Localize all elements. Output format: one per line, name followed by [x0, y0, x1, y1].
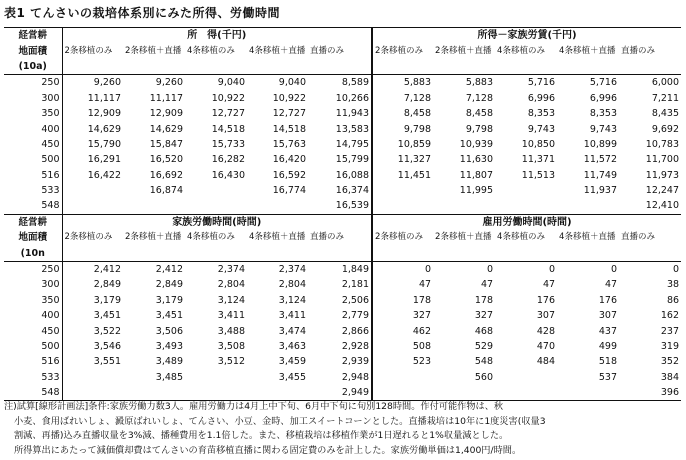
- value-cell: [495, 183, 557, 198]
- area-cell: 548: [4, 385, 62, 401]
- value-cell: 47: [542, 279, 556, 291]
- value-cell: 176: [598, 294, 618, 306]
- value-cell: 16,430: [211, 169, 245, 181]
- value-cell: 319: [660, 341, 680, 352]
- group-header-income: 所 得(千円): [62, 28, 372, 44]
- value-cell: 5,716: [557, 75, 619, 91]
- value-cell: 14,795: [335, 138, 370, 150]
- value-cell: 2,779: [341, 310, 370, 322]
- table-row: [4, 152, 681, 167]
- value-cell: 12,247: [645, 185, 680, 197]
- top-header-row-1: [4, 28, 681, 44]
- area-cell: 533: [41, 371, 60, 383]
- value-cell: [185, 385, 247, 401]
- col-header: 4条移植＋直播: [559, 232, 616, 243]
- col-header: 4条移植のみ: [497, 232, 545, 243]
- value-cell: [185, 183, 247, 198]
- value-cell: 11,995: [459, 185, 494, 197]
- value-cell: 8,353: [527, 108, 556, 120]
- value-cell: 2,866: [341, 325, 370, 337]
- value-cell: 5,883: [433, 75, 495, 91]
- value-cell: 3,179: [62, 293, 123, 308]
- value-cell: [62, 385, 123, 401]
- value-cell: 3,451: [62, 308, 123, 323]
- table-row: [4, 323, 681, 338]
- value-cell: 2,928: [341, 341, 370, 352]
- value-cell: 428: [536, 325, 556, 337]
- value-cell: 8,458: [465, 108, 494, 120]
- value-cell: 10,859: [372, 137, 433, 152]
- value-cell: 10,939: [459, 138, 494, 150]
- value-cell: 9,040: [247, 75, 308, 91]
- value-cell: [372, 385, 433, 401]
- value-cell: 2,804: [217, 279, 245, 291]
- area-cell: 400: [41, 310, 60, 322]
- value-cell: 537: [598, 371, 618, 383]
- col-header: 2条移植のみ: [62, 230, 123, 245]
- value-cell: 11,973: [645, 169, 680, 181]
- col-header: 直播のみ: [310, 45, 345, 56]
- row-label: (10a): [18, 60, 47, 72]
- value-cell: 0: [372, 261, 433, 277]
- value-cell: 16,774: [272, 185, 306, 197]
- table-row: [4, 121, 681, 136]
- value-cell: [62, 183, 123, 198]
- table-row: [4, 91, 681, 106]
- row-label: 経営耕: [4, 28, 62, 44]
- value-cell: 8,458: [372, 106, 433, 121]
- value-cell: 9,040: [185, 75, 247, 91]
- value-cell: 3,124: [278, 294, 306, 306]
- value-cell: 14,629: [149, 123, 183, 135]
- value-cell: 0: [433, 261, 495, 277]
- value-cell: 16,374: [335, 185, 370, 197]
- value-cell: 8,353: [589, 108, 618, 120]
- table-row: [4, 308, 681, 323]
- value-cell: 14,518: [211, 123, 245, 135]
- value-cell: [433, 385, 495, 401]
- table-row: [4, 277, 681, 292]
- value-cell: 3,512: [217, 356, 245, 368]
- area-cell: 450: [41, 138, 60, 150]
- row-label: 地面積: [18, 45, 47, 57]
- value-cell: 3,474: [278, 325, 306, 337]
- value-cell: 3,411: [217, 310, 245, 322]
- value-cell: [123, 198, 185, 214]
- value-cell: 3,124: [217, 294, 245, 306]
- table-row: [4, 293, 681, 308]
- value-cell: 3,508: [217, 341, 245, 352]
- value-cell: 437: [598, 325, 618, 337]
- value-cell: 499: [598, 341, 618, 352]
- bottom-header-row-3: [4, 245, 681, 261]
- value-cell: 237: [660, 325, 680, 337]
- col-header: 2条移植のみ: [62, 43, 123, 58]
- value-cell: 47: [604, 279, 618, 291]
- value-cell: 5,883: [372, 75, 433, 91]
- value-cell: 12,410: [645, 200, 680, 212]
- area-cell: 516: [41, 356, 60, 368]
- value-cell: 7,128: [465, 92, 494, 104]
- value-cell: 3,179: [155, 294, 183, 306]
- col-header: 4条移植＋直播: [559, 45, 616, 56]
- value-cell: 2,374: [185, 261, 247, 277]
- value-cell: 307: [598, 310, 618, 322]
- value-cell: 396: [619, 385, 681, 401]
- value-cell: 14,518: [272, 123, 306, 135]
- value-cell: 548: [474, 356, 494, 368]
- value-cell: 3,463: [278, 341, 306, 352]
- value-cell: 11,451: [372, 168, 433, 183]
- value-cell: [185, 198, 247, 214]
- value-cell: 178: [372, 293, 433, 308]
- value-cell: 11,937: [583, 185, 618, 197]
- value-cell: 16,422: [62, 168, 123, 183]
- row-label: 地面積: [18, 232, 47, 244]
- area-cell: 548: [41, 200, 60, 212]
- area-cell: 450: [41, 325, 60, 337]
- value-cell: 470: [536, 341, 556, 352]
- value-cell: 11,807: [459, 169, 494, 181]
- row-label: 経営耕: [4, 214, 62, 230]
- table-row: [4, 261, 681, 277]
- area-cell: 516: [41, 169, 60, 181]
- top-body: [4, 75, 681, 215]
- value-cell: 16,282: [211, 154, 245, 166]
- value-cell: 3,411: [278, 310, 306, 322]
- footnote-line: 割減、再播)込み直播収量を3%減、播種費用を1.1倍した。また、移植栽培は移植作業が1日遅れると1%収量減とした。: [14, 430, 509, 441]
- value-cell: 10,266: [335, 92, 370, 104]
- value-cell: 2,506: [341, 294, 370, 306]
- value-cell: 3,459: [278, 356, 306, 368]
- value-cell: 2,412: [62, 261, 123, 277]
- value-cell: 384: [660, 371, 680, 383]
- value-cell: 162: [660, 310, 680, 322]
- value-cell: 10,922: [211, 92, 245, 104]
- value-cell: 11,117: [62, 91, 123, 106]
- value-cell: 518: [598, 356, 618, 368]
- value-cell: 12,909: [149, 108, 183, 120]
- value-cell: 1,849: [308, 261, 372, 277]
- value-cell: 560: [474, 371, 494, 383]
- value-cell: 9,743: [527, 123, 556, 135]
- value-cell: 2,939: [341, 356, 370, 368]
- value-cell: 7,128: [372, 91, 433, 106]
- value-cell: 3,451: [155, 310, 183, 322]
- group-header-hired-labor: 雇用労働時間(時間): [372, 214, 681, 230]
- value-cell: 13,583: [335, 123, 370, 135]
- col-header: 4条移植のみ: [187, 45, 235, 56]
- row-label: (10n: [20, 247, 45, 259]
- top-header-row-2: [4, 43, 681, 58]
- area-cell: 250: [4, 75, 62, 91]
- value-cell: 15,799: [335, 154, 370, 166]
- col-header: 4条移植＋直播: [249, 45, 306, 56]
- value-cell: 10,922: [272, 92, 306, 104]
- bottom-header-row-2: [4, 230, 681, 245]
- value-cell: 11,371: [521, 154, 556, 166]
- footnote-line: 注)試算[線形計画法]条件:家族労働力数3人。雇用労働力は4月上中下旬、6月中下旬に旬別128時間。作付可能作物は、秋: [4, 401, 504, 412]
- value-cell: [433, 198, 495, 214]
- footnote-line: 所得算出にあたって減価償却費はてんさいの育苗移植直播に関わる固定費のみを計上した。家族労働単価は1,400円/時間。: [14, 444, 522, 456]
- table-row: [4, 168, 681, 183]
- value-cell: 12,727: [272, 108, 306, 120]
- value-cell: 2,181: [341, 279, 370, 291]
- value-cell: [557, 198, 619, 214]
- value-cell: 0: [619, 261, 681, 277]
- value-cell: [372, 370, 433, 385]
- value-cell: 3,489: [155, 356, 183, 368]
- value-cell: 0: [557, 261, 619, 277]
- table-row: [4, 354, 681, 369]
- value-cell: 15,733: [211, 138, 245, 150]
- value-cell: 327: [372, 308, 433, 323]
- value-cell: 2,374: [247, 261, 308, 277]
- value-cell: 14,629: [62, 121, 123, 136]
- col-header: 4条移植のみ: [497, 45, 545, 56]
- bottom-body: [4, 261, 681, 401]
- value-cell: 15,847: [149, 138, 183, 150]
- value-cell: [495, 385, 557, 401]
- value-cell: 6,996: [527, 92, 556, 104]
- value-cell: 3,551: [62, 354, 123, 369]
- table-title: 表1 てんさいの栽培体系別にみた所得、労働時間: [4, 6, 281, 20]
- value-cell: 16,874: [149, 185, 183, 197]
- value-cell: 6,000: [619, 75, 681, 91]
- value-cell: 508: [372, 339, 433, 354]
- value-cell: 8,435: [651, 108, 680, 120]
- table-row: [4, 75, 681, 91]
- value-cell: 11,749: [583, 169, 618, 181]
- value-cell: 11,117: [149, 92, 183, 104]
- area-cell: 350: [41, 294, 60, 306]
- value-cell: 327: [474, 310, 494, 322]
- area-cell: 300: [41, 92, 60, 104]
- value-cell: 9,743: [589, 123, 618, 135]
- value-cell: [123, 385, 185, 401]
- value-cell: 3,506: [155, 325, 183, 337]
- value-cell: 9,798: [465, 123, 494, 135]
- value-cell: [372, 198, 433, 214]
- col-header: 2条移植＋直播: [125, 45, 182, 56]
- value-cell: 2,948: [341, 371, 370, 383]
- group-header-family-labor: 家族労働時間(時間): [62, 214, 372, 230]
- value-cell: 7,211: [651, 92, 680, 104]
- value-cell: 529: [474, 341, 494, 352]
- bottom-header-row-1: [4, 214, 681, 230]
- table-row: [4, 385, 681, 401]
- value-cell: 178: [474, 294, 494, 306]
- value-cell: 9,260: [62, 75, 123, 91]
- value-cell: 5,716: [495, 75, 557, 91]
- col-header: 直播のみ: [310, 232, 345, 243]
- footnotes: [4, 400, 682, 458]
- value-cell: 16,539: [335, 200, 370, 212]
- value-cell: 10,850: [521, 138, 556, 150]
- value-cell: 0: [495, 261, 557, 277]
- value-cell: 484: [536, 356, 556, 368]
- value-cell: 3,485: [155, 371, 183, 383]
- col-header: 2条移植＋直播: [435, 45, 492, 56]
- value-cell: 6,996: [589, 92, 618, 104]
- value-cell: 468: [474, 325, 494, 337]
- value-cell: [62, 198, 123, 214]
- area-cell: 350: [41, 108, 60, 120]
- area-cell: 300: [41, 279, 60, 291]
- value-cell: 16,420: [272, 154, 306, 166]
- value-cell: 2,849: [155, 279, 183, 291]
- value-cell: [495, 198, 557, 214]
- value-cell: 8,589: [308, 75, 372, 91]
- value-cell: 3,488: [217, 325, 245, 337]
- value-cell: 16,291: [62, 152, 123, 167]
- value-cell: 176: [536, 294, 556, 306]
- value-cell: 2,849: [62, 277, 123, 292]
- col-header: 直播のみ: [621, 232, 656, 243]
- value-cell: 16,692: [149, 169, 183, 181]
- table-row: [4, 339, 681, 354]
- value-cell: [372, 183, 433, 198]
- table-row: [4, 137, 681, 152]
- value-cell: [185, 370, 247, 385]
- col-header: 4条移植のみ: [187, 232, 235, 243]
- area-cell: 533: [41, 185, 60, 197]
- value-cell: 11,513: [521, 169, 556, 181]
- value-cell: 10,783: [645, 138, 680, 150]
- value-cell: [557, 385, 619, 401]
- value-cell: 16,088: [335, 169, 370, 181]
- value-cell: 11,327: [372, 152, 433, 167]
- value-cell: 2,949: [308, 385, 372, 401]
- value-cell: [247, 198, 308, 214]
- col-header: 2条移植＋直播: [435, 232, 492, 243]
- value-cell: 47: [480, 279, 494, 291]
- data-table: [4, 27, 681, 401]
- value-cell: 9,798: [372, 121, 433, 136]
- col-header: 2条移植＋直播: [125, 232, 182, 243]
- area-cell: 500: [41, 154, 60, 166]
- value-cell: 11,630: [459, 154, 494, 166]
- col-header: 2条移植のみ: [372, 230, 433, 245]
- value-cell: 462: [372, 323, 433, 338]
- value-cell: 47: [372, 277, 433, 292]
- col-header: 2条移植のみ: [372, 43, 433, 58]
- value-cell: [495, 370, 557, 385]
- value-cell: 11,943: [335, 108, 370, 120]
- value-cell: 2,804: [278, 279, 306, 291]
- value-cell: 12,727: [211, 108, 245, 120]
- table-row: [4, 106, 681, 121]
- value-cell: 38: [666, 279, 680, 291]
- value-cell: 15,790: [62, 137, 123, 152]
- table-row: [4, 198, 681, 214]
- value-cell: [62, 370, 123, 385]
- value-cell: 352: [660, 356, 680, 368]
- value-cell: 16,520: [149, 154, 183, 166]
- value-cell: [247, 385, 308, 401]
- value-cell: 11,700: [645, 154, 680, 166]
- value-cell: 9,692: [651, 123, 680, 135]
- col-header: 直播のみ: [621, 45, 656, 56]
- value-cell: 3,455: [278, 371, 306, 383]
- value-cell: 3,546: [62, 339, 123, 354]
- value-cell: 9,260: [123, 75, 185, 91]
- value-cell: 307: [536, 310, 556, 322]
- value-cell: 2,412: [123, 261, 185, 277]
- top-header-row-3: [4, 59, 681, 75]
- value-cell: 523: [372, 354, 433, 369]
- area-cell: 500: [41, 341, 60, 352]
- value-cell: 12,909: [62, 106, 123, 121]
- col-header: 4条移植＋直播: [249, 232, 306, 243]
- value-cell: 86: [666, 294, 680, 306]
- value-cell: 15,763: [272, 138, 306, 150]
- value-cell: 16,592: [272, 169, 306, 181]
- value-cell: 3,522: [62, 323, 123, 338]
- value-cell: 11,572: [583, 154, 618, 166]
- value-cell: 3,493: [155, 341, 183, 352]
- group-header-income-minus-labor: 所得－家族労賃(千円): [372, 28, 681, 44]
- area-cell: 250: [4, 261, 62, 277]
- table-row: [4, 183, 681, 198]
- area-cell: 400: [41, 123, 60, 135]
- footnote-line: 小麦、食用ばれいしょ、澱原ばれいしょ、てんさい、小豆、金時、加工スイートコーンとした。直播栽培は10年に1度災害(収量3: [14, 415, 546, 427]
- value-cell: 10,899: [583, 138, 618, 150]
- table-row: [4, 370, 681, 385]
